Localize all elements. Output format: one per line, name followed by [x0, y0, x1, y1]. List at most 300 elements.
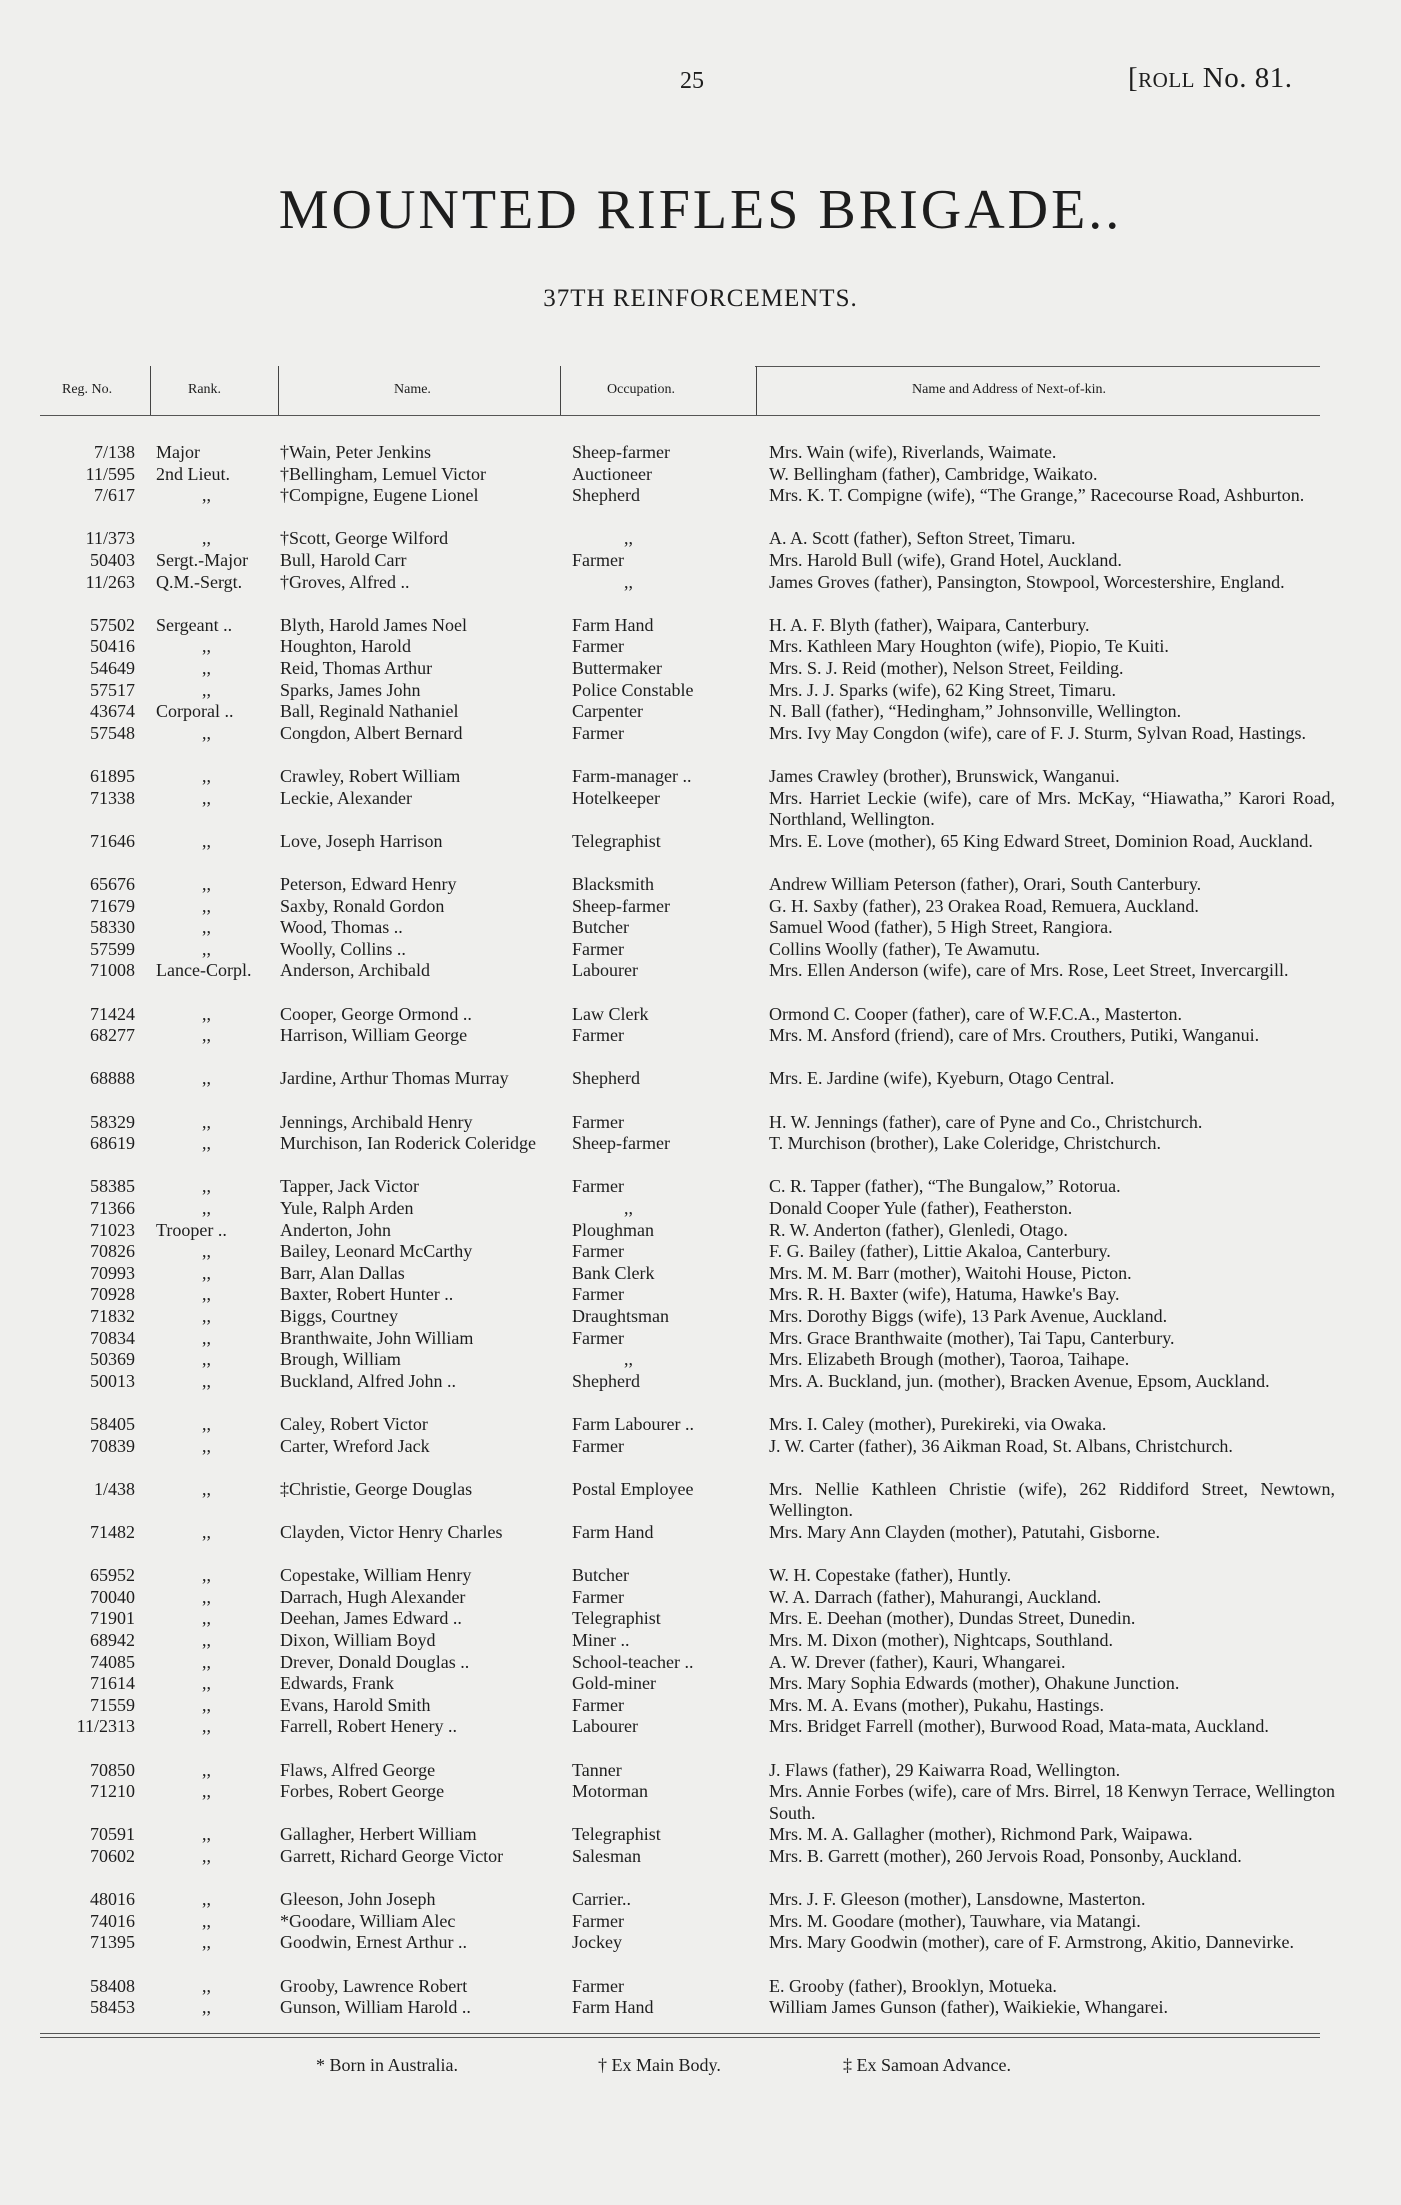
next-of-kin: Mrs. I. Caley (mother), Purekireki, via Owaka. [769, 1414, 1107, 1434]
header-kin: Name and Address of Next-of-kin. [912, 382, 1107, 397]
reg-number: 7/138 [93, 442, 135, 462]
soldier-name: Jardine, Arthur Thomas Murray [280, 1068, 509, 1089]
next-of-kin: Mrs. Harold Bull (wife), Grand Hotel, Auckland. [769, 550, 1122, 570]
rank: ,, [202, 1198, 211, 1218]
soldier-name: Reid, Thomas Arthur [280, 658, 433, 678]
next-of-kin: Mrs. Nellie Kathleen Christie (wife), 262 Riddiford Street, Newtown, Wellington. [769, 1478, 1335, 1521]
occupation: Blacksmith [572, 874, 654, 894]
occupation: Gold-miner [572, 1673, 656, 1694]
reg-number: 65952 [90, 1565, 135, 1586]
rank: ,, [202, 1262, 211, 1283]
next-of-kin: Mrs. S. J. Reid (mother), Nelson Street, Feilding. [769, 658, 1124, 678]
next-of-kin: Mrs. M. Goodare (mother), Tauwhare, via Matangi. [769, 1910, 1141, 1931]
soldier-name: Biggs, Courtney [280, 1306, 399, 1326]
rank: Major [156, 442, 200, 462]
reg-number: 57517 [90, 679, 135, 700]
rank: ,, [202, 1176, 211, 1197]
next-of-kin: Mrs. Bridget Farrell (mother), Burwood Road, Mata-mata, Auckland. [769, 1716, 1269, 1737]
soldier-name: †Wain, Peter Jenkins [280, 442, 432, 462]
soldier-name: †Bellingham, Lemuel Victor [280, 463, 487, 484]
occupation: Farmer [572, 1975, 624, 1996]
table-bottom-rule-2 [40, 2037, 1320, 2038]
occupation: ,, [624, 528, 633, 549]
occupation: Farmer [572, 550, 624, 570]
next-of-kin: W. H. Copestake (father), Huntly. [769, 1565, 1012, 1586]
roll-rest: No. 81. [1195, 62, 1293, 94]
rank: ,, [202, 528, 211, 549]
next-of-kin: William James Gunson (father), Waikiekie, Whangarei. [769, 1997, 1169, 2018]
soldier-name: Peterson, Edward Henry [280, 874, 457, 894]
rank: ,, [202, 1824, 211, 1845]
rank: ,, [202, 1781, 211, 1802]
occupation: Tanner [572, 1759, 622, 1780]
rank: ,, [202, 636, 211, 657]
soldier-name: Darrach, Hugh Alexander [280, 1586, 466, 1607]
rank: ,, [202, 1673, 211, 1694]
rank: ,, [202, 1241, 211, 1262]
next-of-kin: E. Grooby (father), Brooklyn, Motueka. [769, 1975, 1057, 1996]
rank: ,, [202, 938, 211, 959]
soldier-name: Branthwaite, John William [280, 1327, 474, 1348]
soldier-name: †Scott, George Wilford [280, 528, 449, 549]
header-top-rule [755, 366, 1320, 367]
occupation: Farmer [572, 1586, 624, 1607]
page-number: 25 [680, 68, 704, 94]
reg-number: 70826 [90, 1241, 135, 1262]
reg-number: 71395 [90, 1932, 135, 1953]
roll-number [1128, 62, 1292, 95]
rank: ,, [202, 1716, 211, 1737]
rank: ,, [202, 1932, 211, 1953]
roll-bracket: [ [1128, 62, 1139, 94]
reg-number: 58330 [90, 917, 135, 938]
occupation: Farmer [572, 1111, 624, 1132]
footnote-samoan: ‡ Ex Samoan Advance. [843, 2055, 1011, 2075]
occupation: Draughtsman [572, 1306, 669, 1326]
rank: ,, [202, 658, 211, 678]
next-of-kin: Mrs. M. M. Barr (mother), Waitohi House, Picton. [769, 1262, 1132, 1283]
reg-number: 50403 [90, 550, 135, 570]
soldier-name: Carter, Wreford Jack [280, 1435, 430, 1456]
occupation: Butcher [572, 1565, 629, 1586]
soldier-name: Houghton, Harold [280, 636, 411, 657]
occupation: ,, [624, 571, 633, 592]
occupation: Shepherd [572, 1370, 640, 1391]
soldier-name: Grooby, Lawrence Robert [280, 1975, 468, 1996]
occupation: Jockey [572, 1932, 622, 1953]
next-of-kin: J. Flaws (father), 29 Kaiwarra Road, Wellington. [769, 1759, 1121, 1780]
next-of-kin: Mrs. Mary Goodwin (mother), care of F. Armstrong, Akitio, Dannevirke. [769, 1932, 1294, 1953]
next-of-kin: Mrs. Mary Sophia Edwards (mother), Ohakune Junction. [769, 1673, 1180, 1694]
rank: ,, [202, 1651, 211, 1672]
next-of-kin: Mrs. Dorothy Biggs (wife), 13 Park Avenue, Auckland. [769, 1306, 1168, 1326]
soldier-name: Leckie, Alexander [280, 787, 412, 808]
rank: Lance-Corpl. [156, 960, 252, 981]
rank: Sergt.-Major [156, 550, 249, 570]
occupation: Police Constable [572, 679, 694, 700]
reg-number: 71210 [90, 1781, 135, 1802]
next-of-kin: A. W. Drever (father), Kauri, Whangarei. [769, 1651, 1066, 1672]
occupation: Auctioneer [572, 463, 652, 484]
reg-number: 11/373 [85, 528, 135, 549]
soldier-name: Woolly, Collins .. [280, 938, 406, 959]
roll-word: ROLL [1138, 68, 1195, 92]
reg-number: 54649 [90, 658, 135, 678]
soldier-name: *Goodare, William Alec [280, 1910, 456, 1931]
rank: ,, [202, 1435, 211, 1456]
reg-number: 70993 [90, 1262, 135, 1283]
rank: ,, [202, 1478, 211, 1499]
occupation: Farmer [572, 1284, 624, 1305]
reg-number: 71424 [90, 1003, 135, 1024]
soldier-name: Blyth, Harold James Noel [280, 614, 467, 635]
reg-number: 50369 [90, 1349, 135, 1370]
next-of-kin: Mrs. E. Jardine (wife), Kyeburn, Otago Central. [769, 1068, 1115, 1089]
reg-number: 50416 [90, 636, 135, 657]
next-of-kin: Mrs. M. A. Evans (mother), Pukahu, Hastings. [769, 1694, 1104, 1715]
next-of-kin: Mrs. E. Deehan (mother), Dundas Street, Dunedin. [769, 1608, 1136, 1629]
occupation: Law Clerk [572, 1003, 649, 1024]
soldier-name: Baxter, Robert Hunter .. [280, 1284, 454, 1305]
soldier-name: Barr, Alan Dallas [280, 1262, 405, 1283]
occupation: Butcher [572, 917, 629, 938]
reg-number: 71646 [90, 830, 135, 851]
next-of-kin: H. A. F. Blyth (father), Waipara, Canterbury. [769, 614, 1090, 635]
header-occupation: Occupation. [607, 382, 676, 397]
soldier-name: Wood, Thomas .. [280, 917, 403, 938]
rank: ,, [202, 1284, 211, 1305]
reg-number: 70591 [90, 1824, 135, 1845]
reg-number: 70834 [90, 1327, 135, 1348]
next-of-kin: H. W. Jennings (father), care of Pyne and Co., Christchurch. [769, 1111, 1203, 1132]
occupation: Farmer [572, 1241, 624, 1262]
occupation: Telegraphist [572, 830, 661, 851]
next-of-kin: Samuel Wood (father), 5 High Street, Rangiora. [769, 917, 1113, 938]
occupation: Labourer [572, 960, 638, 981]
reg-number: 50013 [90, 1370, 135, 1391]
reg-number: 1/438 [93, 1478, 135, 1499]
soldier-name: Bailey, Leonard McCarthy [280, 1241, 473, 1262]
next-of-kin: Mrs. Annie Forbes (wife), care of Mrs. Birrel, 18 Kenwyn Terrace, Wellington South. [769, 1781, 1335, 1823]
next-of-kin: Mrs. Harriet Leckie (wife), care of Mrs. McKay, “Hiawatha,” Karori Road, Northland, Wellington. [769, 787, 1335, 830]
reg-number: 70850 [90, 1759, 135, 1780]
soldier-name: Drever, Donald Douglas .. [280, 1651, 470, 1672]
occupation: Telegraphist [572, 1608, 661, 1629]
occupation: Farmer [572, 1176, 624, 1197]
rank: ,, [202, 1608, 211, 1629]
next-of-kin: Mrs. Ivy May Congdon (wife), care of F. J. Sturm, Sylvan Road, Hastings. [769, 722, 1307, 743]
soldier-name: Dixon, William Boyd [280, 1630, 436, 1650]
rank: ,, [202, 1846, 211, 1866]
soldier-name: Buckland, Alfred John .. [280, 1370, 456, 1391]
next-of-kin: A. A. Scott (father), Sefton Street, Timaru. [769, 528, 1076, 549]
occupation: Motorman [572, 1781, 648, 1802]
occupation: Buttermaker [572, 658, 662, 678]
reg-number: 58329 [90, 1111, 135, 1132]
reg-number: 57548 [90, 722, 135, 743]
rank: ,, [202, 1975, 211, 1996]
next-of-kin: G. H. Saxby (father), 23 Orakea Road, Remuera, Auckland. [769, 895, 1199, 916]
rank: 2nd Lieut. [156, 463, 230, 484]
rank: ,, [202, 1025, 211, 1046]
occupation: Sheep-farmer [572, 895, 670, 916]
reg-number: 11/2313 [76, 1716, 135, 1737]
rank: ,, [202, 766, 211, 786]
soldier-name: Tapper, Jack Victor [280, 1176, 420, 1197]
next-of-kin: Mrs. Kathleen Mary Houghton (wife), Piopio, Te Kuiti. [769, 636, 1169, 657]
reg-number: 58405 [90, 1414, 135, 1434]
soldier-name: Murchison, Ian Roderick Coleridge [280, 1133, 536, 1154]
occupation: Salesman [572, 1846, 641, 1866]
occupation: School-teacher .. [572, 1651, 694, 1672]
occupation: Farmer [572, 636, 624, 657]
occupation: Farmer [572, 1025, 624, 1046]
next-of-kin: Mrs. Grace Branthwaite (mother), Tai Tapu, Canterbury. [769, 1327, 1175, 1348]
rank: ,, [202, 1889, 211, 1910]
reg-number: 68619 [90, 1133, 135, 1154]
reg-number: 71614 [90, 1673, 135, 1694]
rank: ,, [202, 679, 211, 700]
next-of-kin: Mrs. A. Buckland, jun. (mother), Bracken Avenue, Epsom, Auckland. [769, 1370, 1270, 1391]
next-of-kin: J. W. Carter (father), 36 Aikman Road, St. Albans, Christchurch. [769, 1435, 1233, 1456]
reg-number: 43674 [90, 701, 135, 722]
soldier-name: Congdon, Albert Bernard [280, 722, 463, 743]
reg-number: 68888 [90, 1068, 135, 1089]
reg-number: 71338 [90, 787, 135, 808]
soldier-name: Flaws, Alfred George [280, 1759, 436, 1780]
rank: ,, [202, 1133, 211, 1154]
footnote-born: * Born in Australia. [316, 2055, 458, 2075]
soldier-name: Yule, Ralph Arden [280, 1198, 414, 1218]
reg-number: 48016 [90, 1889, 135, 1910]
rank: ,, [202, 895, 211, 916]
occupation: Sheep-farmer [572, 1133, 670, 1154]
occupation: ,, [624, 1198, 633, 1218]
reg-number: 74016 [90, 1910, 135, 1931]
occupation: Carrier.. [572, 1889, 631, 1910]
footnote-main-body: † Ex Main Body. [598, 2055, 721, 2075]
rank: ,, [202, 1003, 211, 1024]
next-of-kin: T. Murchison (brother), Lake Coleridge, Christchurch. [769, 1133, 1162, 1154]
rank: ,, [202, 917, 211, 938]
next-of-kin: Mrs. M. A. Gallagher (mother), Richmond Park, Waipawa. [769, 1824, 1193, 1845]
rank: ,, [202, 1586, 211, 1607]
soldier-name: †Groves, Alfred .. [280, 571, 410, 592]
next-of-kin: W. A. Darrach (father), Mahurangi, Auckland. [769, 1586, 1102, 1607]
next-of-kin: Mrs. M. Ansford (friend), care of Mrs. Crouthers, Putiki, Wanganui. [769, 1025, 1260, 1046]
reg-number: 71366 [90, 1198, 135, 1218]
reg-number: 58408 [90, 1975, 135, 1996]
rank: ,, [202, 1370, 211, 1391]
soldier-name: Goodwin, Ernest Arthur .. [280, 1932, 467, 1953]
rank: ,, [202, 1630, 211, 1650]
reg-number: 74085 [90, 1651, 135, 1672]
rank: ,, [202, 1565, 211, 1586]
reg-number: 58385 [90, 1176, 135, 1197]
occupation: Farm Labourer .. [572, 1414, 694, 1434]
soldier-name: Cooper, George Ormond .. [280, 1003, 472, 1024]
soldier-name: Copestake, William Henry [280, 1565, 472, 1586]
occupation: Sheep-farmer [572, 442, 670, 462]
next-of-kin: W. Bellingham (father), Cambridge, Waikato. [769, 463, 1098, 484]
rank: ,, [202, 1414, 211, 1434]
occupation: Farmer [572, 1910, 624, 1931]
soldier-name: Clayden, Victor Henry Charles [280, 1522, 503, 1542]
next-of-kin: Mrs. Elizabeth Brough (mother), Taoroa, Taihape. [769, 1349, 1130, 1370]
occupation: Telegraphist [572, 1824, 661, 1845]
occupation: Ploughman [572, 1219, 655, 1240]
occupation: Shepherd [572, 485, 640, 506]
next-of-kin: Andrew William Peterson (father), Orari, South Canterbury. [769, 874, 1202, 894]
reg-number: 68942 [90, 1630, 135, 1650]
rank: Trooper .. [156, 1219, 227, 1240]
reg-number: 65676 [90, 874, 135, 894]
rank: Sergeant .. [156, 614, 233, 635]
occupation: Farm Hand [572, 1997, 654, 2018]
header-bottom-rule [40, 415, 1320, 416]
reg-number: 57502 [90, 614, 135, 635]
rank: ,, [202, 1997, 211, 2018]
soldier-name: Garrett, Richard George Victor [280, 1846, 504, 1866]
occupation: Farm Hand [572, 614, 654, 635]
next-of-kin: James Groves (father), Pansington, Stowpool, Worcestershire, England. [769, 571, 1285, 592]
reg-number: 70040 [90, 1586, 135, 1607]
rank: ,, [202, 485, 211, 506]
next-of-kin: N. Ball (father), “Hedingham,” Johnsonville, Wellington. [769, 701, 1182, 722]
rank: ,, [202, 1522, 211, 1542]
next-of-kin: Collins Woolly (father), Te Awamutu. [769, 938, 1040, 959]
soldier-name: Ball, Reginald Nathaniel [280, 701, 459, 722]
next-of-kin: Mrs. E. Love (mother), 65 King Edward Street, Dominion Road, Auckland. [769, 830, 1313, 851]
next-of-kin: Donald Cooper Yule (father), Featherston. [769, 1198, 1073, 1218]
rank: ,, [202, 722, 211, 743]
rank: ,, [202, 1910, 211, 1931]
rank: Q.M.-Sergt. [156, 571, 243, 592]
soldier-name: Brough, William [280, 1349, 401, 1370]
soldier-name: Crawley, Robert William [280, 766, 461, 786]
next-of-kin: C. R. Tapper (father), “The Bungalow,” Rotorua. [769, 1176, 1121, 1197]
occupation: Hotelkeeper [572, 787, 660, 808]
next-of-kin: Mrs. K. T. Compigne (wife), “The Grange,” Racecourse Road, Ashburton. [769, 485, 1305, 506]
soldier-name: Anderson, Archibald [280, 960, 430, 981]
rank: ,, [202, 1111, 211, 1132]
occupation: Farmer [572, 1327, 624, 1348]
table-bottom-rule [40, 2033, 1320, 2034]
soldier-name: Sparks, James John [280, 679, 421, 700]
soldier-name: Farrell, Robert Henery .. [280, 1716, 457, 1737]
soldier-name: Deehan, James Edward .. [280, 1608, 462, 1629]
reg-number: 7/617 [93, 485, 135, 506]
soldier-name: Caley, Robert Victor [280, 1414, 428, 1434]
soldier-name: Jennings, Archibald Henry [280, 1111, 473, 1132]
occupation: Labourer [572, 1716, 638, 1737]
soldier-name: Love, Joseph Harrison [280, 830, 443, 851]
next-of-kin: Mrs. R. H. Baxter (wife), Hatuma, Hawke's Bay. [769, 1284, 1120, 1305]
occupation: Bank Clerk [572, 1262, 655, 1283]
rank: ,, [202, 1306, 211, 1326]
rank: ,, [202, 874, 211, 894]
next-of-kin: Ormond C. Cooper (father), care of W.F.C.A., Masterton. [769, 1003, 1182, 1024]
rank: ,, [202, 830, 211, 851]
reg-number: 68277 [90, 1025, 135, 1046]
rank: ,, [202, 1759, 211, 1780]
occupation: Farm-manager .. [572, 766, 692, 786]
soldier-name: Gleeson, John Joseph [280, 1889, 436, 1910]
header-name: Name. [394, 382, 431, 397]
next-of-kin: Mrs. Mary Ann Clayden (mother), Patutahi, Gisborne. [769, 1522, 1160, 1542]
occupation: Farmer [572, 1694, 624, 1715]
reg-number: 71559 [90, 1694, 135, 1715]
soldier-name: Saxby, Ronald Gordon [280, 895, 445, 916]
column-divider [560, 366, 561, 415]
soldier-name: Anderton, John [280, 1219, 391, 1240]
reg-number: 70928 [90, 1284, 135, 1305]
column-divider [278, 366, 279, 415]
occupation: Farmer [572, 1435, 624, 1456]
soldier-name: Edwards, Frank [280, 1673, 394, 1694]
reg-number: 71679 [90, 895, 135, 916]
header-rank: Rank. [188, 382, 222, 397]
reg-number: 61895 [90, 766, 135, 786]
reg-number: 71482 [90, 1522, 135, 1542]
reg-number: 58453 [90, 1997, 135, 2018]
rank: ,, [202, 1068, 211, 1089]
occupation: ,, [624, 1349, 633, 1370]
rank: Corporal .. [156, 701, 234, 722]
next-of-kin: F. G. Bailey (father), Littie Akaloa, Canterbury. [769, 1241, 1111, 1262]
next-of-kin: Mrs. Ellen Anderson (wife), care of Mrs. Rose, Leet Street, Invercargill. [769, 960, 1289, 981]
next-of-kin: Mrs. M. Dixon (mother), Nightcaps, Southland. [769, 1630, 1113, 1650]
reg-number: 11/263 [85, 571, 135, 592]
rank: ,, [202, 1349, 211, 1370]
rank: ,, [202, 1694, 211, 1715]
reg-number: 71901 [90, 1608, 135, 1629]
next-of-kin: Mrs. J. F. Gleeson (mother), Lansdowne, Masterton. [769, 1889, 1146, 1910]
occupation: Farm Hand [572, 1522, 654, 1542]
next-of-kin: Mrs. B. Garrett (mother), 260 Jervois Road, Ponsonby, Auckland. [769, 1846, 1242, 1866]
occupation: Miner .. [572, 1630, 630, 1650]
header-reg: Reg. No. [62, 382, 113, 397]
soldier-name: Gallagher, Herbert William [280, 1824, 477, 1845]
soldier-name: Evans, Harold Smith [280, 1694, 431, 1715]
page-title: MOUNTED RIFLES BRIGADE.. [278, 179, 1123, 241]
soldier-name: Gunson, William Harold .. [280, 1997, 471, 2018]
next-of-kin: James Crawley (brother), Brunswick, Wanganui. [769, 766, 1120, 786]
soldier-name: †Compigne, Eugene Lionel [280, 485, 479, 506]
next-of-kin: Mrs. J. J. Sparks (wife), 62 King Street, Timaru. [769, 679, 1116, 700]
reg-number: 70839 [90, 1435, 135, 1456]
next-of-kin: Mrs. Wain (wife), Riverlands, Waimate. [769, 442, 1057, 462]
reg-number: 70602 [90, 1846, 135, 1866]
reg-number: 71008 [90, 960, 135, 981]
column-divider [756, 366, 757, 415]
occupation: Farmer [572, 938, 624, 959]
occupation: Shepherd [572, 1068, 640, 1089]
soldier-name: ‡Christie, George Douglas [280, 1478, 473, 1499]
occupation: Postal Employee [572, 1478, 694, 1499]
page-subtitle: 37TH REINFORCEMENTS. [543, 285, 858, 312]
reg-number: 57599 [90, 938, 135, 959]
soldier-name: Forbes, Robert George [280, 1781, 445, 1802]
occupation: Farmer [572, 722, 624, 743]
reg-number: 71832 [90, 1306, 135, 1326]
occupation: Carpenter [572, 701, 643, 722]
column-divider [150, 366, 151, 415]
rank: ,, [202, 1327, 211, 1348]
reg-number: 71023 [90, 1219, 135, 1240]
reg-number: 11/595 [85, 463, 135, 484]
next-of-kin: R. W. Anderton (father), Glenledi, Otago. [769, 1219, 1068, 1240]
